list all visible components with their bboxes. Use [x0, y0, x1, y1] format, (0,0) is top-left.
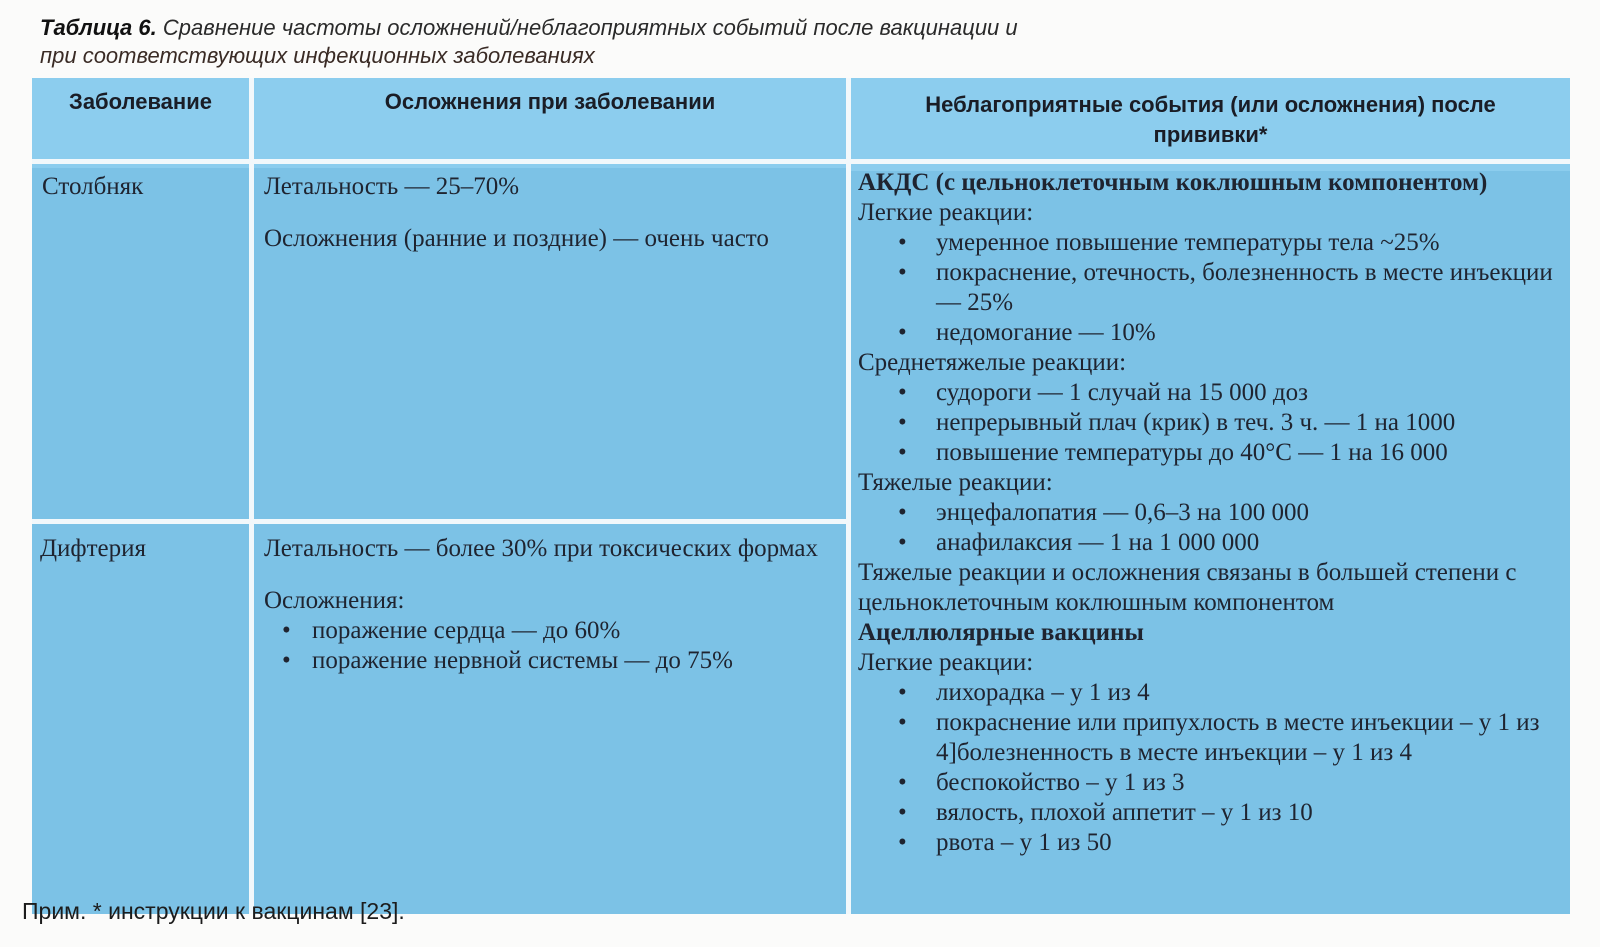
- complications-tetanus: [264, 172, 824, 254]
- row-divider: [32, 519, 846, 524]
- header-adverse-events: [851, 78, 1570, 171]
- severe-list: [858, 498, 1564, 558]
- disease-tetanus: Столбняк: [42, 173, 144, 200]
- list-item: • рвота – у 1 из 50: [858, 828, 1564, 858]
- severe-label: Тяжелые реакции:: [858, 469, 1053, 496]
- adverse-events-cell: [858, 168, 1564, 858]
- list-item: • лихорадка – у 1 из 4: [858, 678, 1564, 708]
- tetanus-lethality: Летальность — 25–70%: [264, 173, 520, 200]
- column-divider: [249, 78, 254, 914]
- caption-text: Сравнение частоты осложнений/неблагоприятных событий после вакцинации и: [162, 15, 1018, 40]
- header-adverse-line1: Неблагоприятные события (или осложнения) после: [925, 92, 1496, 117]
- acellular-mild-label: Легкие реакции:: [858, 649, 1034, 676]
- complications-diphtheria: [264, 534, 824, 676]
- header-complications: Осложнения при заболевании: [254, 78, 846, 168]
- diphtheria-complications-list: [264, 616, 824, 676]
- caption-label: Таблица 6.: [40, 15, 157, 40]
- tetanus-complications: Осложнения (ранние и поздние) — очень часто: [264, 225, 769, 252]
- disease-diphtheria: Дифтерия: [40, 535, 147, 562]
- header-adverse-line2: прививки*: [1153, 122, 1268, 147]
- header-disease: Заболевание: [32, 78, 249, 168]
- list-item: • поражение нервной системы — до 75%: [264, 646, 824, 676]
- diphtheria-complications-label: Осложнения:: [264, 587, 405, 614]
- list-item: • повышение температуры до 40°С — 1 на 16 000: [858, 438, 1564, 468]
- list-item: • энцефалопатия — 0,6–3 на 100 000: [858, 498, 1564, 528]
- acellular-list: [858, 678, 1564, 858]
- footnote: Прим. * инструкции к вакцинам [23].: [22, 898, 405, 924]
- comparison-table: [32, 78, 1570, 914]
- list-item: • покраснение или припухлость в месте инъекции – у 1 из 4]болезненность в месте инъекции – у 1 из 4: [858, 708, 1564, 768]
- table-caption: [40, 14, 1560, 70]
- moderate-list: [858, 378, 1564, 468]
- header-divider: [32, 159, 1570, 164]
- list-item: • беспокойство – у 1 из 3: [858, 768, 1564, 798]
- list-item: • поражение сердца — до 60%: [264, 616, 824, 646]
- column-divider: [846, 78, 851, 914]
- list-item: • анафилаксия — 1 на 1 000 000: [858, 528, 1564, 558]
- list-item: • умеренное повышение температуры тела ~25%: [858, 228, 1564, 258]
- severe-note: Тяжелые реакции и осложнения связаны в большей степени с цельноклеточным коклюшным компонентом: [858, 559, 1517, 616]
- caption-line2: при соответствующих инфекционных заболеваниях: [40, 43, 595, 68]
- list-item: • недомогание — 10%: [858, 318, 1564, 348]
- list-item: • покраснение, отечность, болезненность в месте инъекции — 25%: [858, 258, 1564, 318]
- mild-label: Легкие реакции:: [858, 199, 1034, 226]
- diphtheria-lethality: Летальность — более 30% при токсических формах: [264, 535, 818, 562]
- acellular-title: Ацеллюлярные вакцины: [858, 619, 1144, 646]
- dtp-title: АКДС (с цельноклеточным коклюшным компонентом): [858, 169, 1488, 196]
- list-item: • непрерывный плач (крик) в теч. 3 ч. — 1 на 1000: [858, 408, 1564, 438]
- mild-list: [858, 228, 1564, 348]
- moderate-label: Среднетяжелые реакции:: [858, 349, 1127, 376]
- list-item: • вялость, плохой аппетит – у 1 из 10: [858, 798, 1564, 828]
- list-item: • судороги — 1 случай на 15 000 доз: [858, 378, 1564, 408]
